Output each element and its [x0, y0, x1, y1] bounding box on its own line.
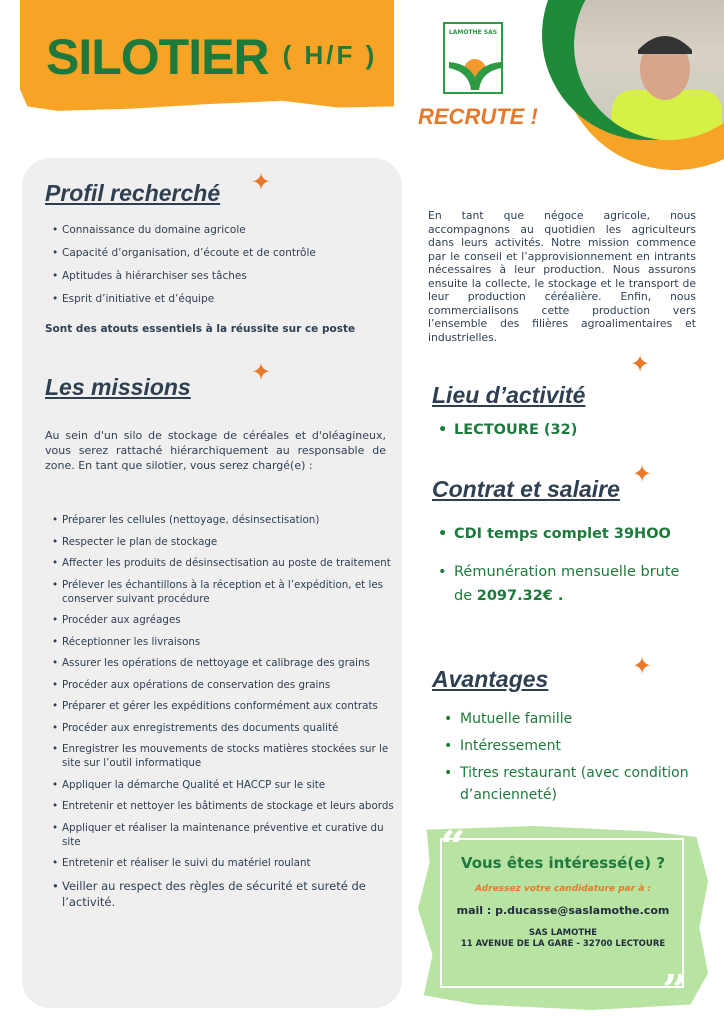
sparkle-icon: ✦ — [630, 350, 651, 378]
list-item: • Connaissance du domaine agricole — [44, 223, 394, 237]
mission-item: • Appliquer et réaliser la maintenance préventive et curative du site — [44, 821, 394, 849]
profil-heading: Profil recherché — [45, 180, 221, 206]
missions-intro: Au sein d'un silo de stockage de céréales et d'oléagineux, vous serez rattaché hiérarchiquement au responsable de zone. En tant que silotier, vous serez chargé(e) : — [45, 429, 386, 472]
list-item: • Intéressement — [438, 735, 708, 757]
contact-email[interactable]: mail : p.ducasse@saslamothe.com — [456, 904, 670, 917]
missions-list — [44, 513, 394, 917]
avantages-heading: Avantages — [432, 666, 549, 692]
profil-note: Sont des atouts essentiels à la réussite sur ce poste — [45, 323, 356, 335]
mission-item: • Assurer les opérations de nettoyage et calibrage des grains — [44, 656, 394, 670]
mission-item: • Respecter le plan de stockage — [44, 535, 394, 549]
contrat-list — [432, 526, 692, 608]
list-item: • Titres restaurant (avec condition d’ancienneté) — [438, 762, 708, 806]
company-logo: LAMOTHE SAS — [443, 22, 503, 94]
open-quote-icon: “ — [440, 822, 466, 873]
contact-title: Vous êtes intéressé(e) ? — [460, 854, 666, 872]
lieu-list — [432, 422, 577, 438]
mission-item: • Procéder aux enregistrements des documents qualité — [44, 721, 394, 735]
mission-item: • Prélever les échantillons à la réception et à l’expédition, et les conserver suivant procédure — [44, 578, 394, 606]
list-item: • Esprit d’initiative et d’équipe — [44, 292, 394, 306]
employee-photo — [542, 0, 724, 175]
mission-item: • Enregistrer les mouvements de stocks matières stockées sur le site sur l’outil informatique — [44, 742, 394, 770]
salaire-label: Rémunération mensuelle brute de — [454, 564, 680, 604]
about-text: En tant que négoce agricole, nous accompagnons au quotidien les agriculteurs dans leurs activités. Notre mission commence par le conseil et l’approvisionnement en intrants nécessaires à leur production. Nous assurons ensuite la collecte, le stockage et le transport de leur production céréalière. Enfin, nous commercialisons cette production vers l’ensemble des filières agroalimentaires et industrielles. — [428, 209, 696, 344]
list-item: • Mutuelle famille — [438, 708, 708, 730]
sparkle-icon: ✦ — [251, 168, 272, 196]
salaire-value: 2097.32€ . — [476, 588, 564, 604]
mission-item: • Affecter les produits de désinsectisation au poste de traitement — [44, 556, 394, 570]
profil-list — [44, 223, 394, 306]
mission-item: • Appliquer la démarche Qualité et HACCP sur le site — [44, 778, 394, 792]
mission-item: • Procéder aux opérations de conservation des grains — [44, 678, 394, 692]
contrat-heading: Contrat et salaire — [432, 476, 620, 502]
list-item: • Capacité d’organisation, d’écoute et de contrôle — [44, 246, 394, 260]
mission-item: • Entretenir et réaliser le suivi du matériel roulant — [44, 856, 394, 870]
mission-item: • Réceptionner les livraisons — [44, 635, 394, 649]
mission-item: • Procéder aux agréages — [44, 613, 394, 627]
sparkle-icon: ✦ — [632, 652, 653, 680]
contact-address: 11 AVENUE DE LA GARE - 32700 LECTOURE — [460, 939, 666, 949]
contact-subtitle: Adressez votre candidature par à : — [474, 884, 652, 894]
sparkle-icon: ✦ — [251, 358, 272, 386]
contact-company: SAS LAMOTHE — [528, 928, 598, 938]
lieu-heading: Lieu d’activité — [432, 382, 586, 408]
mission-item: • Préparer et gérer les expéditions conformément aux contrats — [44, 699, 394, 713]
mission-item: • Préparer les cellules (nettoyage, désinsectisation) — [44, 513, 394, 527]
mission-item: • Entretenir et nettoyer les bâtiments de stockage et leurs abords — [44, 799, 394, 813]
recrute-text: RECRUTE ! — [418, 104, 538, 129]
lieu-value: • LECTOURE (32) — [432, 422, 577, 438]
avantages-list — [438, 708, 708, 806]
contrat-type: • CDI temps complet 39HOO — [432, 526, 692, 542]
missions-heading: Les missions — [45, 374, 191, 400]
list-item: • Aptitudes à hiérarchiser ses tâches — [44, 269, 394, 283]
salaire — [432, 560, 692, 608]
sparkle-icon: ✦ — [632, 460, 653, 488]
job-title: SILOTIER $^{( H/F )}$ — [46, 29, 378, 85]
mission-item: • Veiller au respect des règles de sécurité et sureté de l’activité. — [44, 878, 394, 910]
close-quote-icon: ” — [662, 966, 688, 1017]
